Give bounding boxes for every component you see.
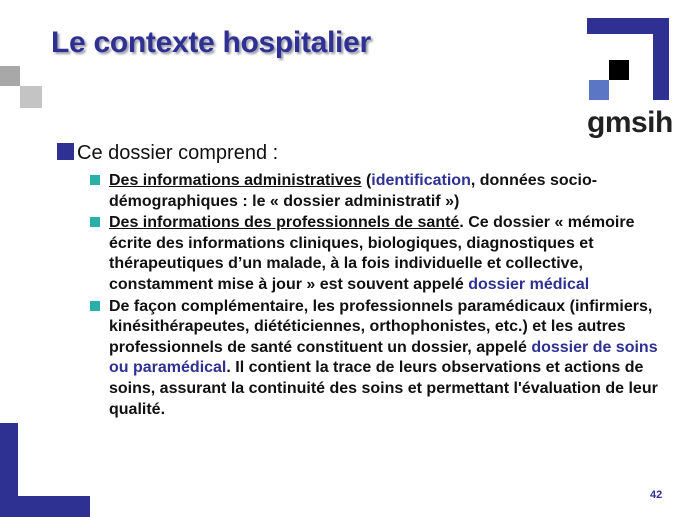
decor-square-gray-dark (0, 66, 20, 86)
level1-bullet (57, 142, 278, 165)
item-text: . Il contient la trace de leurs observations et actions de soins, assurant la continuité des soins et permettant l'évaluation de leur qualité. (109, 359, 658, 418)
item-text: ( (361, 172, 372, 189)
logo-bar-right (653, 18, 669, 100)
list-item (89, 213, 669, 295)
logo-black-square (609, 60, 629, 80)
teal-bullet-icon (90, 175, 100, 185)
decor-square-gray-light (20, 86, 42, 108)
list-item (89, 171, 669, 212)
bullet-list (89, 171, 669, 421)
level1-text: Ce dossier comprend : (77, 142, 279, 164)
teal-bullet-icon (90, 217, 100, 227)
item-text: . Ce dossier « mémoire écrite des informations cliniques, biologiques, diagnostiques et thérapeutiques d’un malade, à la fois individuelle et collective, constamment mise à jour » est souvent appelé (109, 214, 635, 293)
accent-bar-horizontal (0, 496, 90, 517)
item-text: De façon complémentaire, les professionnels paramédicaux (infirmiers, kinésithérapeutes, diététiciennes, orthophonistes, etc.) et les autres professionnels de santé constituent un dossier, appelé (109, 297, 653, 356)
item-highlight: identification (371, 172, 471, 189)
gmsih-logo (587, 18, 671, 148)
item-text: , données socio-démographiques : le « dossier administratif ») (109, 172, 598, 210)
item-highlight: dossier de soins ou paramédical (109, 338, 658, 377)
list-item (89, 297, 669, 421)
item-heading: Des informations administratives (109, 172, 362, 189)
page-number: 42 (650, 489, 663, 501)
square-bullet-icon (57, 143, 74, 160)
teal-bullet-icon (90, 301, 100, 311)
logo-blue-square (589, 80, 609, 100)
logo-text: gmsih (587, 106, 673, 139)
item-highlight: dossier médical (468, 275, 590, 293)
slide-title: Le contexte hospitalier (51, 26, 371, 59)
item-heading: Des informations des professionnels de santé (109, 214, 460, 232)
